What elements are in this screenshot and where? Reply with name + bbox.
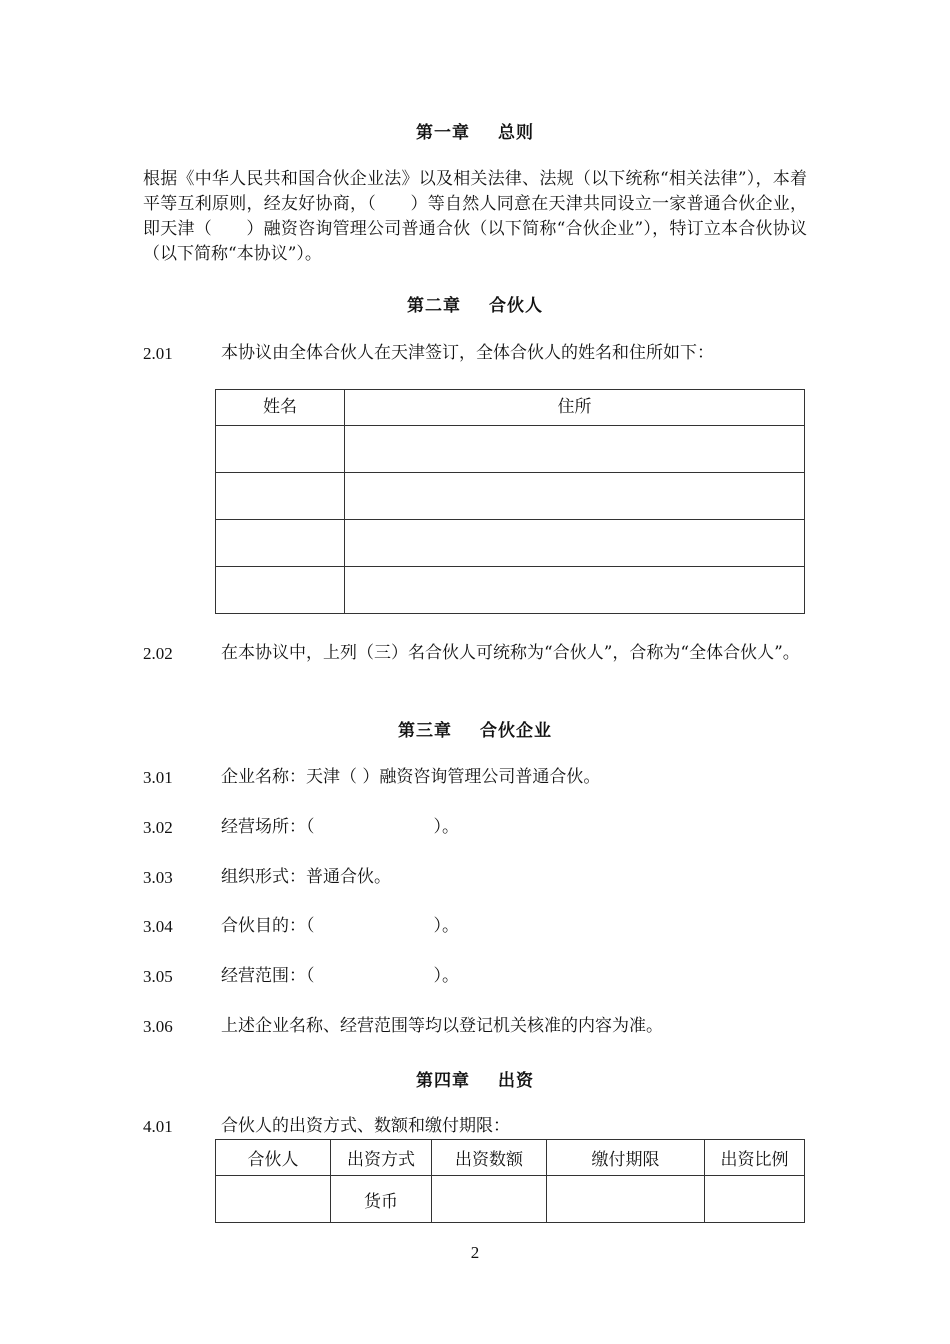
clause-number: 3.03 <box>143 868 173 887</box>
partner-table <box>215 389 805 614</box>
clause-text: 企业名称：天津（ ）融资咨询管理公司普通合伙。 <box>221 767 601 787</box>
name-cell <box>216 426 345 473</box>
chapter-2-heading <box>0 291 950 316</box>
table-row <box>216 473 805 520</box>
capital-table <box>215 1139 805 1223</box>
clause-text: 在本协议中，上列（三）名合伙人可统称为“合伙人”，合称为“全体合伙人”。 <box>221 643 800 663</box>
name-cell <box>216 473 345 520</box>
address-cell <box>345 426 805 473</box>
chapter-title: 出资 <box>498 1071 534 1091</box>
chapter-label: 第四章 <box>416 1071 470 1091</box>
table-header-amount: 出资数额 <box>432 1140 547 1176</box>
clause-number: 2.02 <box>143 644 173 663</box>
clause-text: 本协议由全体合伙人在天津签订，全体合伙人的姓名和住所如下： <box>221 343 714 363</box>
amount-cell <box>432 1176 547 1223</box>
clause-text: 上述企业名称、经营范围等均以登记机关核准的内容为准。 <box>221 1016 663 1036</box>
chapter-4-heading <box>0 1066 950 1091</box>
clause-number: 4.01 <box>143 1117 173 1136</box>
clause-text: 合伙人的出资方式、数额和缴付期限： <box>221 1116 510 1136</box>
deadline-cell <box>547 1176 705 1223</box>
table-header-name: 姓名 <box>216 390 345 426</box>
table-header-method: 出资方式 <box>331 1140 432 1176</box>
name-cell <box>216 520 345 567</box>
table-header-partner: 合伙人 <box>216 1140 331 1176</box>
clause-text: 合伙目的：（ ）。 <box>221 916 459 936</box>
clause-text: 经营范围：（ ）。 <box>221 966 459 986</box>
table-header-ratio: 出资比例 <box>705 1140 805 1176</box>
table-header-address: 住所 <box>345 390 805 426</box>
chapter-label: 第一章 <box>416 123 470 143</box>
table-row <box>216 1176 805 1223</box>
chapter-3-heading <box>0 716 950 741</box>
ratio-cell <box>705 1176 805 1223</box>
address-cell <box>345 567 805 614</box>
clause-number: 3.04 <box>143 917 173 936</box>
chapter-1-heading <box>0 118 950 143</box>
clause-number: 3.02 <box>143 818 173 837</box>
clause-number: 3.06 <box>143 1017 173 1036</box>
page-number: 2 <box>470 1243 480 1262</box>
chapter-label: 第三章 <box>398 721 452 741</box>
address-cell <box>345 520 805 567</box>
intro-paragraph: 根据《中华人民共和国合伙企业法》以及相关法律、法规（以下统称“相关法律”），本着平等互利原则，经友好协商，（ ）等自然人同意在天津共同设立一家普通合伙企业，即天津（ ）融资咨询管理公司普通合伙（以下简称“合伙企业”），特订立本合伙协议（以下简称“本协议”）。 <box>143 169 807 264</box>
chapter-label: 第二章 <box>407 296 461 316</box>
table-header-deadline: 缴付期限 <box>547 1140 705 1176</box>
table-row <box>216 426 805 473</box>
clause-number: 2.01 <box>143 344 173 363</box>
chapter-title: 合伙企业 <box>480 721 552 741</box>
clause-2-01 <box>143 341 807 366</box>
clause-text: 经营场所：（ ）。 <box>221 817 459 837</box>
clause-text: 组织形式：普通合伙。 <box>221 867 391 887</box>
chapter-title: 合伙人 <box>489 296 543 316</box>
partner-cell <box>216 1176 331 1223</box>
clause-number: 3.05 <box>143 967 173 986</box>
chapter-title: 总则 <box>498 123 534 143</box>
table-row <box>216 567 805 614</box>
clause-number: 3.01 <box>143 768 173 787</box>
address-cell <box>345 473 805 520</box>
name-cell <box>216 567 345 614</box>
clause-2-02 <box>143 641 807 691</box>
method-cell: 货币 <box>331 1176 432 1223</box>
table-row <box>216 520 805 567</box>
